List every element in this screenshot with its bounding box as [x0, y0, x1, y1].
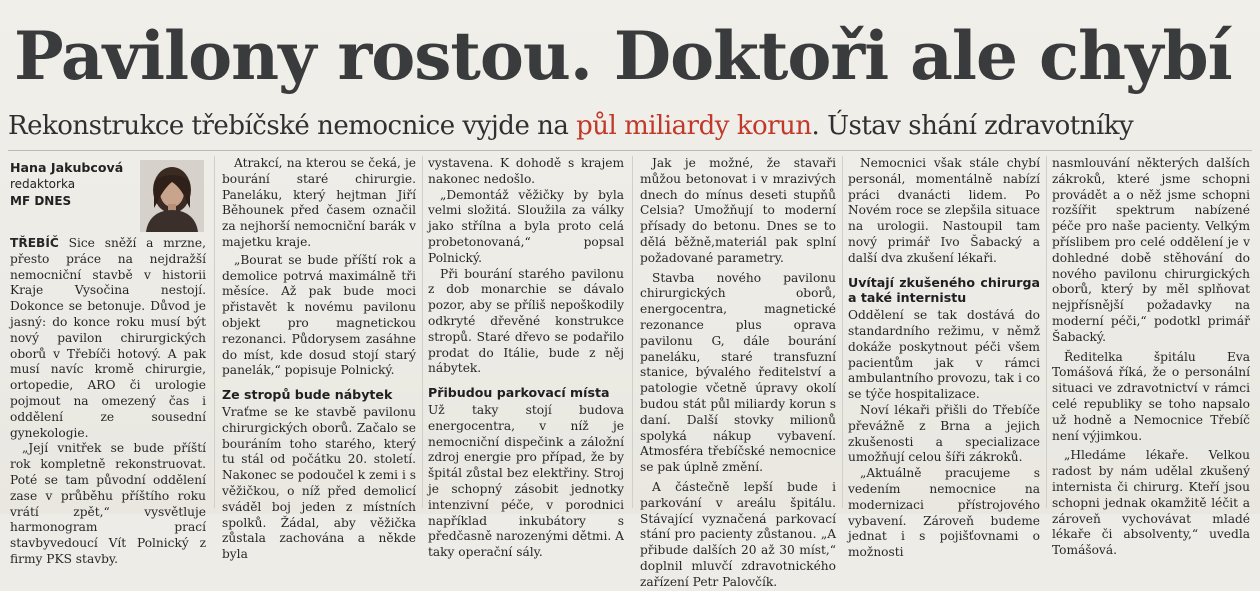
author-photo [140, 160, 204, 232]
article-column-6 [1052, 156, 1250, 558]
byline [10, 160, 140, 209]
paragraph: Už taky stojí budova energocentra, v níž je nemocniční dispečink a záložní zdroj energie pro případ, že by špitál zůstal bez elektřiny. Stroj je schopný zásobit jednotky intenzivní péče, v porodnici například inkubátory s předčasně narozenými dětmi. A taky operační sály. [428, 402, 624, 560]
column-divider [214, 156, 215, 508]
paragraph: Nemocnici však stále chybí personál, momentálně nabízí práci dvanácti lidem. Po Novém roce se zlepšila situace na urologii. Nastoupil tam nový primář Ivo Šabacký a další dva zkušení lékaři. [848, 156, 1040, 265]
article-headline: Pavilony rostou. Doktoři ale chybí [14, 17, 1232, 95]
section-heading: Ze stropů bude nábytek [222, 387, 393, 403]
article-column-5 [848, 156, 1040, 560]
column-divider [632, 156, 633, 508]
paragraph: nasmlouvání některých dalších zákroků, které jsme schopni provádět a o něž jsme schopni rozšířit spektrum nabízené péče pro naše pacienty. Velkým příslibem pro celé oddělení je v dohledné době stěhování do nového pavilonu chirurgických oborů, který by měl splňovat nejpřísnější požadavky na moderní péči,“ podotkl primář Šabacký. [1052, 156, 1250, 344]
author-portrait-icon [140, 160, 204, 232]
paragraph [10, 236, 206, 441]
paragraph-text: Sice sněží a mrzne, přesto práce na nejdražší nemocniční stavbě v historii Kraje Vysočina nestojí. Dokonce se betonuje. Důvod je jasný: do konce roku musí být nový pavilon chirurgických oborů v Třebíči hotový. A pak musí navíc kromě chirurgie, ortopedie, ARO či urologie pojmout na omezený čas i oddělení ze sousední gynekologie. [10, 236, 206, 440]
paragraph: Ředitelka špitálu Eva Tomášová říká, že o personální situaci ve zdravotnictví v rámci celé republiky se toho napsalo už hodně a Nemocnice Třebíč není výjimkou. [1052, 349, 1250, 443]
paragraph: Oddělení se tak dostává do standardního režimu, v němž dokáže poskytnout péči všem pacientům jak v rámci ambulantního provozu, tak i co se týče hospitalizace. [848, 308, 1040, 402]
paragraph: „Bourat se bude příští rok a demolice potrvá maximálně tři měsíce. Až pak bude moci přistavět k novému pavilonu objekt pro magnetickou rezonanci. Půdorysem zasáhne do míst, kde dosud stojí starý panelák,“ popisuje Polnický. [222, 252, 416, 378]
paragraph: A částečně lepší bude i parkování v areálu špitálu. Stávající vyznačená parkovací stání pro pacienty zůstanou. „A přibude dalších 20 až 30 míst,“ doplnil mluvčí zdravotnického zařízení Petr Palovčík. [640, 479, 836, 589]
paragraph: Při bourání starého pavilonu z dob monarchie se dávalo pozor, aby se příliš nepoškodily odkryté dřevěné konstrukce stropů. Staré dřevo se podařilo prodat do Itálie, bude z něj nábytek. [428, 266, 624, 376]
article-column-1 [10, 236, 206, 566]
paragraph: Noví lékaři přišli do Třebíče převážně z Brna a jejich zkušenosti a specializace umožňují celou šíři zákroků. [848, 402, 1040, 465]
section-heading: Uvítají zkušeného chirurga a také internistu [848, 274, 1040, 306]
paragraph: vystavena. K dohodě s krajem nakonec nedošlo. [428, 156, 624, 186]
article-subheadline [8, 108, 1253, 144]
column-divider [1046, 156, 1047, 508]
paragraph: Stavba nového pavilonu chirurgických oborů, energocentra, magnetické rezonance plus oprava pavilonu G, dále bourání paneláku, staré transfuzní stanice, bývalého ředitelství a patologie včetně úpravy okolí budou stát půl miliardy korun s daní. Další stovky milionů spolyká nákup vybavení. Atmosféra třebíčské nemocnice se pak úplně změní. [640, 270, 836, 475]
paragraph: „Aktuálně pracujeme s vedením nemocnice na modernizaci přístrojového vybavení. Zároveň budeme jednat i s pojišťovnami o možnosti [848, 466, 1040, 560]
paragraph: „Hledáme lékaře. Velkou radost by nám udělal zkušený internista či chirurg. Kteří jsou schopni jednak okamžitě léčit a zároveň vychovávat mladé lékaře či absolventy,“ uvedla Tomášová. [1052, 448, 1250, 558]
subheadline-text: Rekonstrukce třebíčské nemocnice vyjde na [8, 111, 577, 141]
subheadline-text-end: . Ústav shání zdravotníky [811, 111, 1134, 141]
subheadline-highlight: půl miliardy korun [576, 111, 812, 141]
paragraph: Atrakcí, na kterou se čeká, je bourání staré chirurgie. Paneláku, který hejtman Jiří Běhounek před časem označil za nejhorší nemocniční barák v majetku kraje. [222, 156, 416, 249]
section-heading: Přibudou parkovací místa [428, 385, 610, 401]
paragraph: Jak je možné, že stavaři můžou betonovat i v mrazivých dnech do mínus deseti stupňů Celsia? Umožňují to moderní přísady do betonu. Dnes se to dělá běžně,materiál pak splní požadované parametry. [640, 156, 836, 265]
paragraph: „Demontáž věžičky by byla velmi složitá. Sloužila za války jako střílna a byla proto celá probetonovaná,“ popsal Polnický. [428, 187, 624, 265]
column-divider [422, 156, 423, 508]
publication-name: MF DNES [10, 194, 72, 208]
paragraph: „Její vnitřek se bude příští rok kompletně rekonstruovat. Poté se tam původní oddělení zase v průběhu příštího roku vrátí zpět,“ vysvětluje harmonogram prací stavbyvedoucí Vít Polnický z firmy PKS stavby. [10, 441, 206, 566]
article-column-3 [428, 156, 624, 560]
paragraph: Vraťme se ke stavbě pavilonu chirurgických oborů. Začalo se bouráním toho starého, který tu stál od počátku 20. století. Nakonec se podoučel k zemi i s věžičkou, o níž před demolicí sváděl boj jeden z místních spolků. Žádal, aby věžička zůstala zachována a někde byla [222, 404, 416, 562]
author-role: redaktorka [10, 177, 76, 191]
article-column-4 [640, 156, 836, 589]
column-divider [842, 156, 843, 508]
article-column-2 [222, 156, 416, 562]
dateline: TŘEBÍČ [10, 236, 59, 250]
author-name: Hana Jakubcová [10, 160, 124, 175]
header-divider [8, 150, 1252, 151]
